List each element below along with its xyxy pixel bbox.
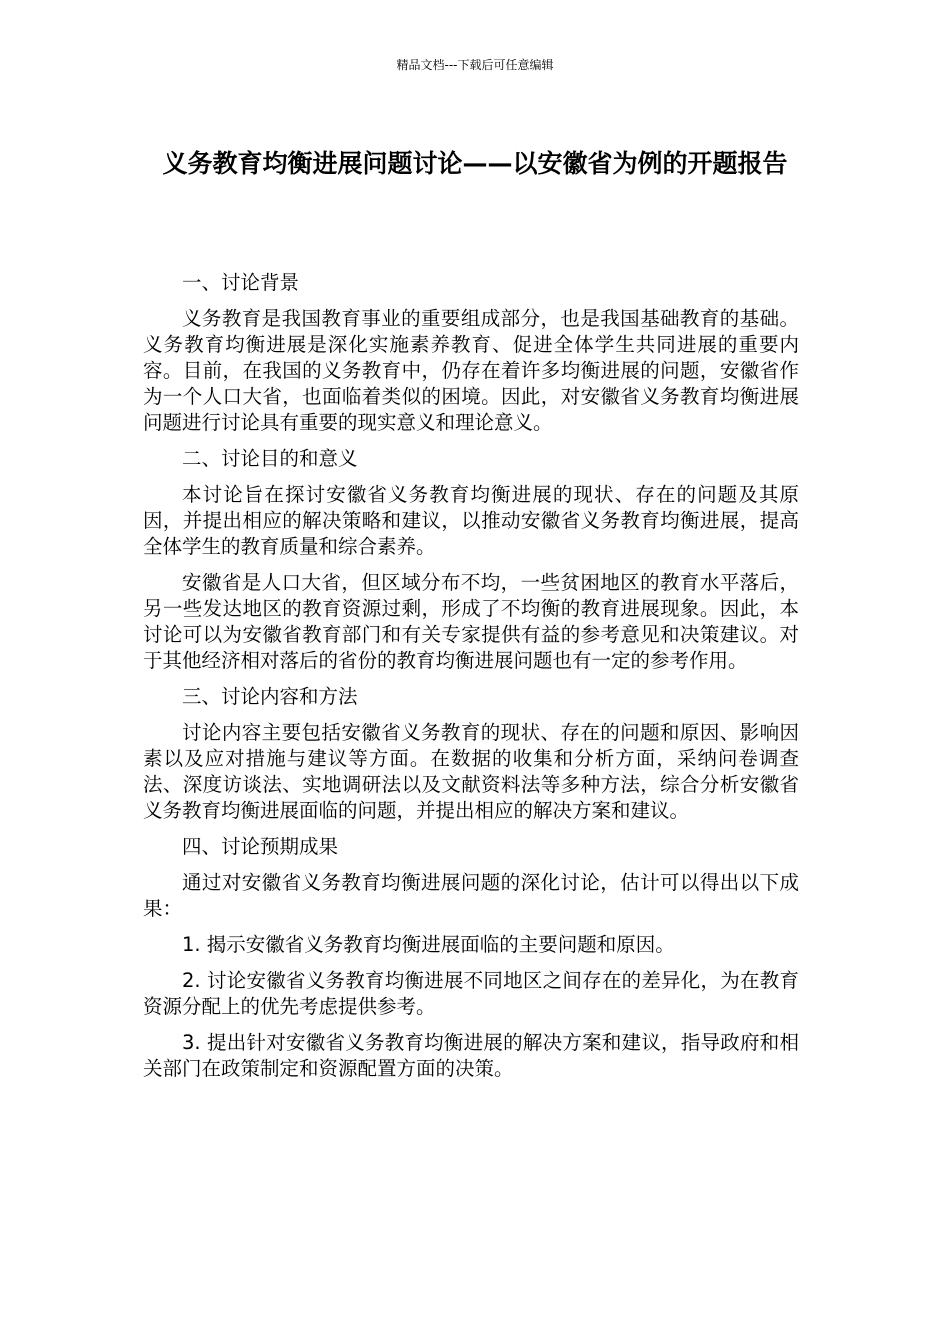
page-header-watermark: 精品文档---下载后可任意编辑: [396, 58, 554, 72]
paragraph-purpose-1: 本讨论旨在探讨安徽省义务教育均衡进展的现状、存在的问题及其原因，并提出相应的解决策略和建议，以推动安徽省义务教育均衡进展，提高全体学生的教育质量和综合素养。: [143, 483, 799, 558]
section-heading-background: 一、讨论背景: [182, 271, 300, 294]
paragraph-expected-intro: 通过对安徽省义务教育均衡进展问题的深化讨论，估计可以得出以下成果：: [143, 871, 799, 920]
paragraph-purpose-2: 安徽省是人口大省，但区域分布不均，一些贫困地区的教育水平落后，另一些发达地区的教育资源过剩，形成了不均衡的教育进展现象。因此，本讨论可以为安徽省教育部门和有关专家提供有益的参考意见和决策建议。对于其他经济相对落后的省份的教育均衡进展问题也有一定的参考作用。: [143, 571, 799, 672]
list-item-result-3: 3. 提出针对安徽省义务教育均衡进展的解决方案和建议，指导政府和相关部门在政策制定和资源配置方面的决策。: [143, 1031, 799, 1080]
paragraph-content-methods: 讨论内容主要包括安徽省义务教育的现状、存在的问题和原因、影响因素以及应对措施与建议等方面。在数据的收集和分析方面，采纳问卷调查法、深度访谈法、实地调研法以及文献资料法等多种方法，综合分析安徽省义务教育均衡进展面临的问题，并提出相应的解决方案和建议。: [143, 721, 799, 822]
section-heading-purpose: 二、讨论目的和意义: [182, 447, 358, 470]
document-title: 义务教育均衡进展问题讨论——以安徽省为例的开题报告: [162, 149, 788, 178]
section-heading-content-methods: 三、讨论内容和方法: [182, 685, 358, 708]
section-heading-expected-results: 四、讨论预期成果: [182, 835, 339, 858]
document-body: [143, 270, 799, 1092]
list-item-result-1: 1. 揭示安徽省义务教育均衡进展面临的主要问题和原因。: [182, 933, 675, 956]
paragraph-background: 义务教育是我国教育事业的重要组成部分，也是我国基础教育的基础。义务教育均衡进展是深化实施素养教育、促进全体学生共同进展的重要内容。目前，在我国的义务教育中，仍存在着许多均衡进展的问题，安徽省作为一个人口大省，也面临着类似的困境。因此，对安徽省义务教育均衡进展问题进行讨论具有重要的现实意义和理论意义。: [143, 307, 799, 434]
list-item-result-2: 2. 讨论安徽省义务教育均衡进展不同地区之间存在的差异化，为在教育资源分配上的优先考虑提供参考。: [143, 969, 799, 1018]
